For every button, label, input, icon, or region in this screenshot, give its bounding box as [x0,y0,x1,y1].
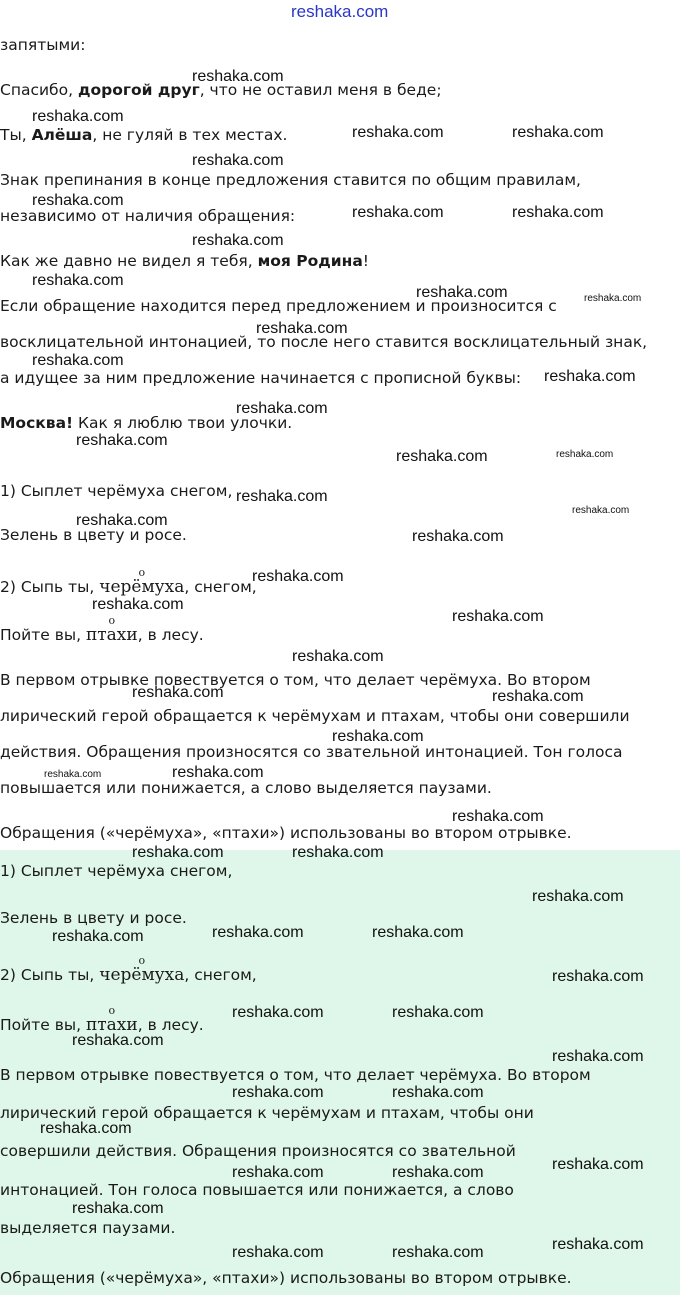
answer-text: выделяется паузами. [0,1219,176,1237]
watermark: reshaka.com [44,769,102,780]
explanation-text: В первом отрывке повествуется о том, что делает черёмуха. Во втором [0,671,591,689]
watermark: reshaka.com [292,844,384,861]
watermark: reshaka.com [72,1032,164,1049]
watermark: reshaka.com [416,284,508,301]
watermark: reshaka.com [392,1004,484,1021]
watermark: reshaka.com [72,1200,164,1217]
watermark: reshaka.com [32,272,124,289]
watermark: reshaka.com [332,728,424,745]
watermark: reshaka.com [584,293,642,304]
watermark: reshaka.com [552,968,644,985]
poem-line: 2) Сыпь ты, о черёмуха, снегом, [0,577,257,597]
watermark: reshaka.com [212,924,304,941]
accent-mark: о [138,954,146,967]
explanation-text: лирический герой обращается к черёмухам и птахам, чтобы они совершили [0,707,630,725]
answer-text: интонацией. Тон голоса повышается или понижается, а слово [0,1181,514,1199]
watermark: reshaka.com [452,608,544,625]
example-2: Ты, Алёша, не гуляй в тех местах. [0,126,288,144]
poem-line: 1) Сыплет черёмуха снегом, [0,482,233,500]
poem-line: Зелень в цвету и росе. [0,526,187,544]
explanation-text: повышается или понижается, а слово выделяется паузами. [0,779,492,797]
site-logo[interactable]: reshaka.com [291,2,389,21]
accent-mark: о [108,1004,116,1017]
rule-text: а идущее за ним предложение начинается с прописной буквы: [0,369,522,387]
watermark: reshaka.com [252,568,344,585]
watermark: reshaka.com [236,488,328,505]
watermark: reshaka.com [372,924,464,941]
watermark: reshaka.com [512,204,604,221]
watermark: reshaka.com [236,400,328,417]
watermark: reshaka.com [52,928,144,945]
watermark: reshaka.com [192,152,284,169]
rule-text: Если обращение находится перед предложением и произносится с [0,297,557,315]
watermark: reshaka.com [32,192,124,209]
accent-mark: о [138,566,146,579]
answer-text: В первом отрывке повествуется о том, что делает черёмуха. Во втором [0,1066,591,1084]
watermark: reshaka.com [256,320,348,337]
rule-text: независимо от наличия обращения: [0,207,296,225]
watermark: reshaka.com [32,108,124,125]
answer-poem-line: 1) Сыплет черёмуха снегом, [0,862,233,880]
watermark: reshaka.com [352,204,444,221]
watermark: reshaka.com [172,764,264,781]
accent-mark: о [108,614,116,627]
answer-poem-line: Зелень в цвету и росе. [0,909,187,927]
watermark: reshaka.com [232,1164,324,1181]
watermark: reshaka.com [232,1004,324,1021]
example-1: Спасибо, дорогой друг, что не оставил меня в беде; [0,81,442,99]
watermark: reshaka.com [40,1120,132,1137]
watermark: reshaka.com [552,1048,644,1065]
watermark: reshaka.com [544,368,636,385]
watermark: reshaka.com [32,352,124,369]
watermark: reshaka.com [392,1084,484,1101]
watermark: reshaka.com [232,1084,324,1101]
example-3: Как же давно не видел я тебя, моя Родина! [0,252,370,270]
explanation-text: Обращения («черёмуха», «птахи») использованы во втором отрывке. [0,824,572,842]
watermark: reshaka.com [132,684,224,701]
watermark: reshaka.com [76,512,168,529]
watermark: reshaka.com [392,1164,484,1181]
watermark: reshaka.com [412,528,504,545]
watermark: reshaka.com [292,648,384,665]
watermark: reshaka.com [396,448,488,465]
example-4: Москва! Как я люблю твои улочки. [0,414,293,432]
watermark: reshaka.com [192,68,284,85]
answer-text: лирический герой обращается к черёмухам и птахам, чтобы они [0,1104,534,1122]
watermark: reshaka.com [192,232,284,249]
watermark: reshaka.com [92,596,184,613]
watermark: reshaka.com [352,124,444,141]
watermark: reshaka.com [76,432,168,449]
answer-poem-line: Пойте вы, о птахи, в лесу. [0,1015,204,1035]
watermark: reshaka.com [552,1236,644,1253]
rule-text: восклицательной интонацией, то после него ставится восклицательный знак, [0,333,648,351]
watermark: reshaka.com [232,1244,324,1261]
watermark: reshaka.com [452,808,544,825]
watermark: reshaka.com [392,1244,484,1261]
watermark: reshaka.com [492,688,584,705]
watermark: reshaka.com [512,124,604,141]
intro-text: запятыми: [0,36,86,54]
answer-text: совершили действия. Обращения произносятся со звательной [0,1142,516,1160]
watermark: reshaka.com [532,888,624,905]
explanation-text: действия. Обращения произносятся со звательной интонацией. Тон голоса [0,743,623,761]
watermark: reshaka.com [572,505,630,516]
watermark: reshaka.com [132,844,224,861]
watermark: reshaka.com [556,449,614,460]
answer-text: Обращения («черёмуха», «птахи») использованы во втором отрывке. [0,1269,572,1287]
watermark: reshaka.com [552,1156,644,1173]
rule-text: Знак препинания в конце предложения ставится по общим правилам, [0,171,581,189]
answer-poem-line: 2) Сыпь ты, о черёмуха, снегом, [0,965,257,985]
poem-line: Пойте вы, о птахи, в лесу. [0,625,204,645]
